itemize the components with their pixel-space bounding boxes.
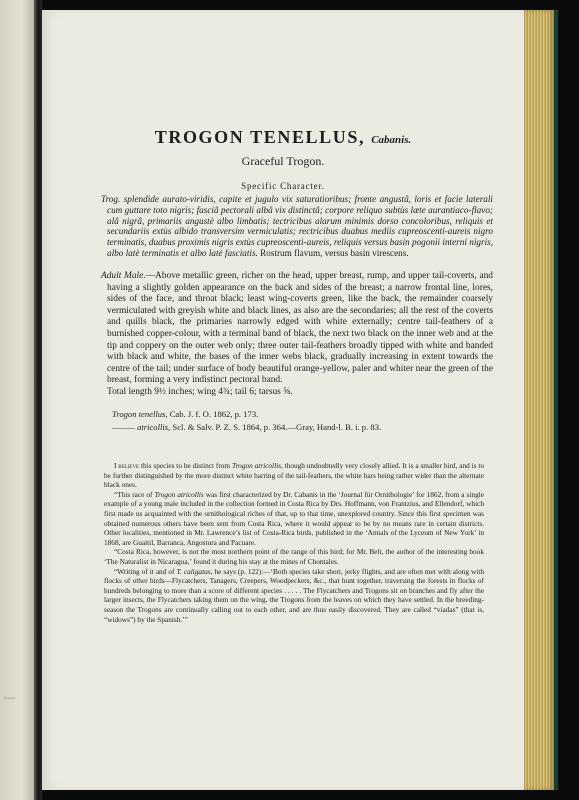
facing-page-edge (0, 0, 34, 800)
adult-male-label: Adult Male. (101, 271, 146, 281)
paragraph (104, 490, 484, 548)
paragraph-text: “Writing of it and of (114, 566, 177, 576)
body-text (104, 461, 484, 624)
paragraph (104, 567, 484, 625)
species-name: Trogon atricollis (154, 489, 204, 499)
measurements: Total length 9½ inches; wing 4¾; tail 6; tarsus ⅝. (107, 386, 293, 397)
paragraph-lead: I believe (114, 461, 140, 470)
paragraph: “Costa Rica, however, is not the most northern point of the range of this bird; for Mr. Belt, the author of the interesting book ‘The Naturalist in Nicaragua,’ found it during his stay at the mines of Chontales. (104, 547, 484, 566)
reference-citation: Scl. & Salv. P. Z. S. 1864, p. 364.—Gray, Hand-l. B. i. p. 83. (172, 421, 382, 432)
reference-line (112, 421, 482, 434)
book-gutter (34, 0, 42, 800)
page-title (42, 127, 524, 148)
margin-note: Bulletin (4, 696, 16, 700)
paragraph-text: was first characterized by Dr. Cabanis in the ‘Journal für Ornithologie’ for 1862, from a single example of a young male included in the collection formed in Costa Rica by Drs. Hoffmann, von Frantzius, and Ellendorf, which first made us acquainted with the ornithological riches of that, up to that time, unexplored country. Since this first specimen was obtained numerous others have been sent from Costa Rica, where it would appear to be by no means rare in certain districts. Other localities, mentioned in Mr. Lawrence’s list of Costa-Rica birds, published in the ‘Annals of the Lyceum of New York’ in 1868, are Guaitil, Barranca, Angostura and Pacuare. (104, 489, 484, 547)
paragraph (104, 461, 484, 490)
title-main: TROGON TENELLUS, (154, 127, 366, 147)
book-cover-edge (554, 10, 558, 790)
reference-line (112, 408, 482, 421)
paragraph-text: this species to be distinct from (139, 461, 232, 470)
paragraph-text: , he says (p. 122):—‘Both species take short, jerky flights, and are often met with along with flocks of other birds—Flycatchers, Tanagers, Creepers, Woodpeckers, &c., that hunt together, traversing the forests in flocks of hundreds belonging to more than a score of different species . . . . . The Flycatchers and Trogons sit on branches and fly after the larger insects, the Flycatchers taking them on the wing, the Trogons from the leaves on which they have settled. In the breeding-season the Trogons are continually calling out to each other, and are thus easily discovered. They are called “viadas” (that is, “widows”) by the Spanish.’” (104, 566, 485, 624)
synonymy-references (112, 408, 482, 433)
species-name: Trogon atricollis (231, 461, 281, 470)
page-edges (524, 10, 554, 790)
reference-name: Trogon tenellus, (112, 409, 168, 419)
latin-rostrum: Rostrum flavum, versus basin virescens. (260, 247, 409, 258)
paragraph-text: “This race of (114, 489, 155, 499)
common-name: Graceful Trogon. (241, 154, 325, 168)
adult-male-description (101, 271, 493, 399)
title-author: Cabanis. (371, 134, 412, 146)
specific-character-heading: Specific Character. (241, 181, 325, 191)
species-name: T. caligatus (176, 566, 211, 576)
latin-diagnosis (101, 194, 493, 259)
reference-citation: Cab. J. f. O. 1862, p. 173. (169, 409, 259, 419)
adult-male-text: —Above metallic green, richer on the head, upper breast, rump, and upper tail-coverts, and having a slightly golden appearance on the back and sides of the breast; a narrow frontal line, lores, sides of the face, and throat black; least wing-coverts green, like the back, the remainder coarsely vermiculated with greyish white and black lines, as also are the secondaries; all the rest of the coverts and quills black, the primaries narrowly edged with white externally; centre tail-feathers of a burnished copper-colour, with a terminal band of black, the next two black on the inner web and at the tip and coppery on the outer web only; three outer tail-feathers broadly tipped with white and banded with black and white, the bases of the inner webs black, gradually increasing in extent towards the centre of the tail; under surface of body beautiful orange-yellow, paler and whiter near the green of the breast, forming a very indistinct pectoral band. (107, 271, 493, 386)
reference-name: ——— atricollis, (112, 421, 171, 432)
latin-text: Trog. splendide aurato-viridis, capite et jugulo vix saturatioribus; fronte angustâ, loris et facie laterali cum guttare toto nigris; fasciâ pectorali albâ vix distinctâ; corpore reliquo subtùs læte aurantiaco-flavo; alâ nigrâ, primariis angustè albo limbatis; tectricibus alarum minimis dorso concoloribus, reliquis et secundariis extùs albido transversim vermiculatis; rectricibus duabus mediis cupreoscenti-aureis nigro terminatis, duabus proximis nigris extùs cupreoscenti-aureis, reliquis versus basin pogonii interni nigris, albo latè terminatis et albo latè fasciatis. (101, 194, 493, 258)
paragraph-text: , though undoubtedly very closely allied. It is a smaller bird, and is to be further distinguished by the more distinct white barring of the tail-feathers, the white bars being rather wider than the alternate black ones. (104, 461, 485, 490)
